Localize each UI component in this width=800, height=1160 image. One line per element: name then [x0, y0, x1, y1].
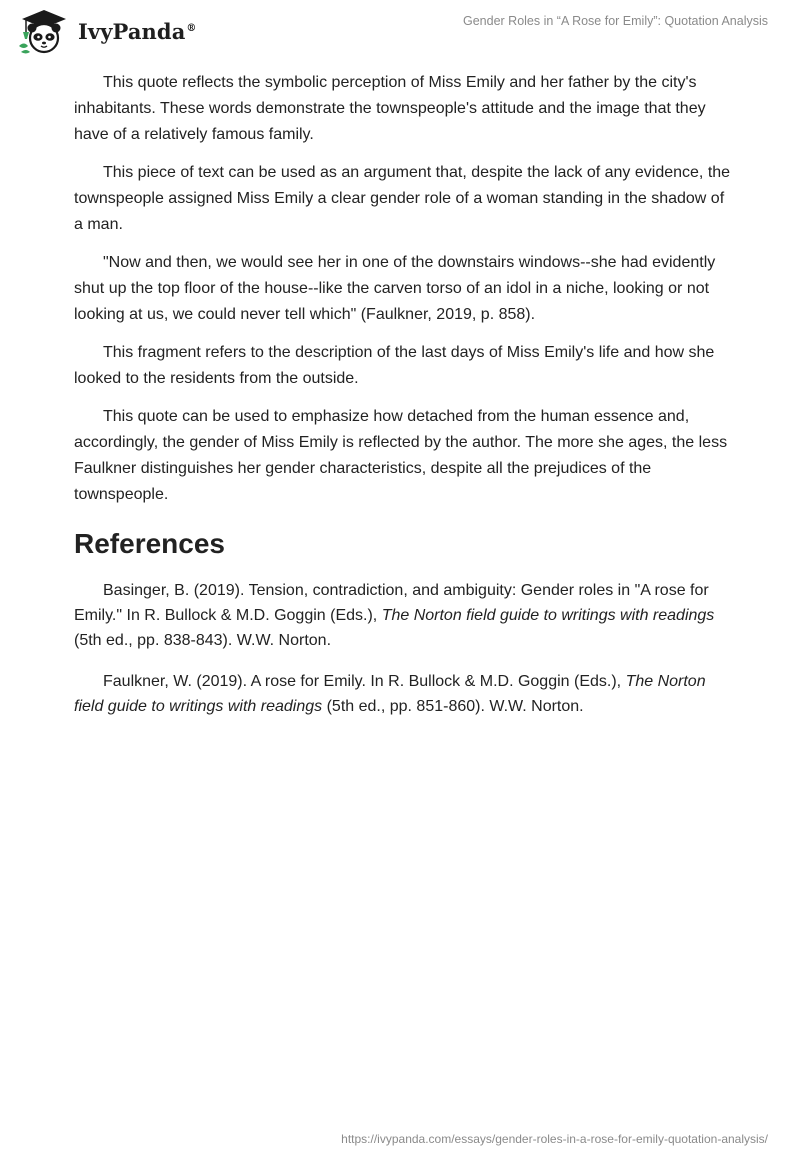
- document-body: [74, 70, 734, 735]
- panda-graduate-icon: [14, 8, 74, 54]
- body-paragraph: "Now and then, we would see her in one of the downstairs windows--she had evidently shut up the top floor of the house--like the carven torso of an idol in a niche, looking or not looking at us, we could never tell which" (Faulkner, 2019, p. 858).: [74, 254, 716, 323]
- registered-mark: ®: [186, 22, 197, 34]
- reference-details: (5th ed., pp. 838-843). W.W. Norton.: [74, 632, 332, 649]
- body-paragraph: This piece of text can be used as an argument that, despite the lack of any evidence, the townspeople assigned Miss Emily a clear gender role of a woman standing in the shadow of a man.: [74, 164, 731, 233]
- reference-text: Faulkner, W. (2019). A rose for Emily. In R. Bullock & M.D. Goggin (Eds.),: [103, 673, 626, 690]
- brand-logo[interactable]: [14, 8, 197, 54]
- reference-entry: [74, 578, 734, 653]
- reference-title: The Norton field guide to writings with readings: [381, 607, 715, 624]
- body-paragraph: This quote can be used to emphasize how detached from the human essence and, accordingly, the gender of Miss Emily is reflected by the author. The more she ages, the less Faulkner distinguishes her gender characteristics, despite all the prejudices of the townspeople.: [74, 408, 728, 503]
- source-url-link[interactable]: https://ivypanda.com/essays/gender-roles-in-a-rose-for-emily-quotation-analysis/: [341, 1132, 768, 1146]
- reference-title: The Norton field guide to writings with readings: [74, 673, 706, 715]
- body-paragraph: This fragment refers to the description of the last days of Miss Emily's life and how she looked to the residents from the outside.: [74, 344, 715, 387]
- body-paragraph: This quote reflects the symbolic perception of Miss Emily and her father by the city's inhabitants. These words demonstrate the townspeople's attitude and the image that they have of a relatively famous family.: [74, 74, 706, 143]
- references-heading: References: [74, 528, 225, 559]
- reference-details: (5th ed., pp. 851-860). W.W. Norton.: [322, 698, 584, 715]
- document-title: Gender Roles in “A Rose for Emily”: Quotation Analysis: [463, 14, 768, 28]
- brand-name: [78, 19, 197, 44]
- brand-name-text: IvyPanda: [78, 18, 186, 44]
- reference-entry: [74, 669, 734, 719]
- reference-text: Basinger, B. (2019). Tension, contradiction, and ambiguity: Gender roles in "A rose for Emily." In R. Bullock & M.D. Goggin (Eds.),: [74, 582, 709, 624]
- page-header: [0, 0, 800, 64]
